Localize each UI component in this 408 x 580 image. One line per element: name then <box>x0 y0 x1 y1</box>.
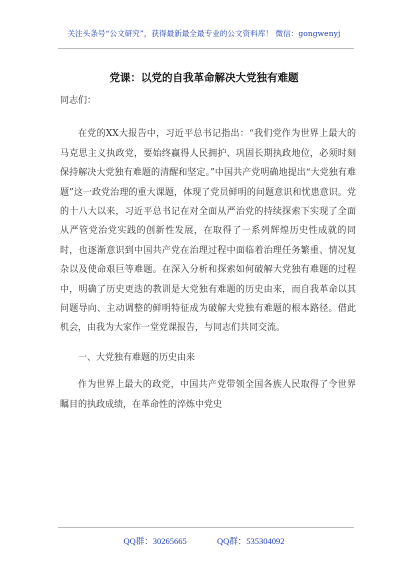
footer-qq-group-1: QQ群：30265665 <box>123 536 187 546</box>
body-paragraph: 在党的XX大报告中，习近平总书记指出：“我们党作为世界上最大的马克思主义执政党，要始终赢得人民拥护、巩固长期执政地位，必须时刻保持解决大党独有难题的清醒和坚定。”中国共产党明确地提出“大党独有难题”这一政党治理的重大课题，体现了党员鲜明的问题意识和忧患意识。党的十八大以来，习近平总书记在对全面从严治党的持续探索下实现了全面从严管党治党实践的创新性发展，在取得了一系列辉煌历史性成就的同时，也逐渐意识到中国共产党在治理过程中面临着治理任务繁重、情况复杂以及使命艰巨等难题。在深入分析和探索如何破解大党独有难题的过程中，明确了历史更迭的教训是大党独有难题的历史由来，而自我革命以其问题导向、主动调整的鲜明特征成为破解大党独有难题的根本路径。借此机会，由我为大家作一堂党课报告，与同志们共同交流。 <box>60 129 356 334</box>
footer-qq-group-2: QQ群：535304092 <box>216 536 285 546</box>
header-divider <box>58 48 354 49</box>
document-body <box>60 92 356 415</box>
header-note: 关注头条号“公文研究”，获得最新最全最专业的公文资料库！ 微信：gongwenyj <box>67 29 341 38</box>
footer <box>0 535 408 547</box>
section-heading: 一、大党独有难题的历史由来 <box>78 352 196 363</box>
footer-divider <box>58 527 354 528</box>
greeting: 同志们： <box>60 96 97 106</box>
body-paragraph: 作为世界上最大的政党，中国共产党带领全国各族人民取得了令世界瞩目的执政成绩，在革命性的淬炼中党史 <box>60 380 356 410</box>
document-title: 党课：以党的自我革命解决大党独有难题 <box>109 72 299 84</box>
